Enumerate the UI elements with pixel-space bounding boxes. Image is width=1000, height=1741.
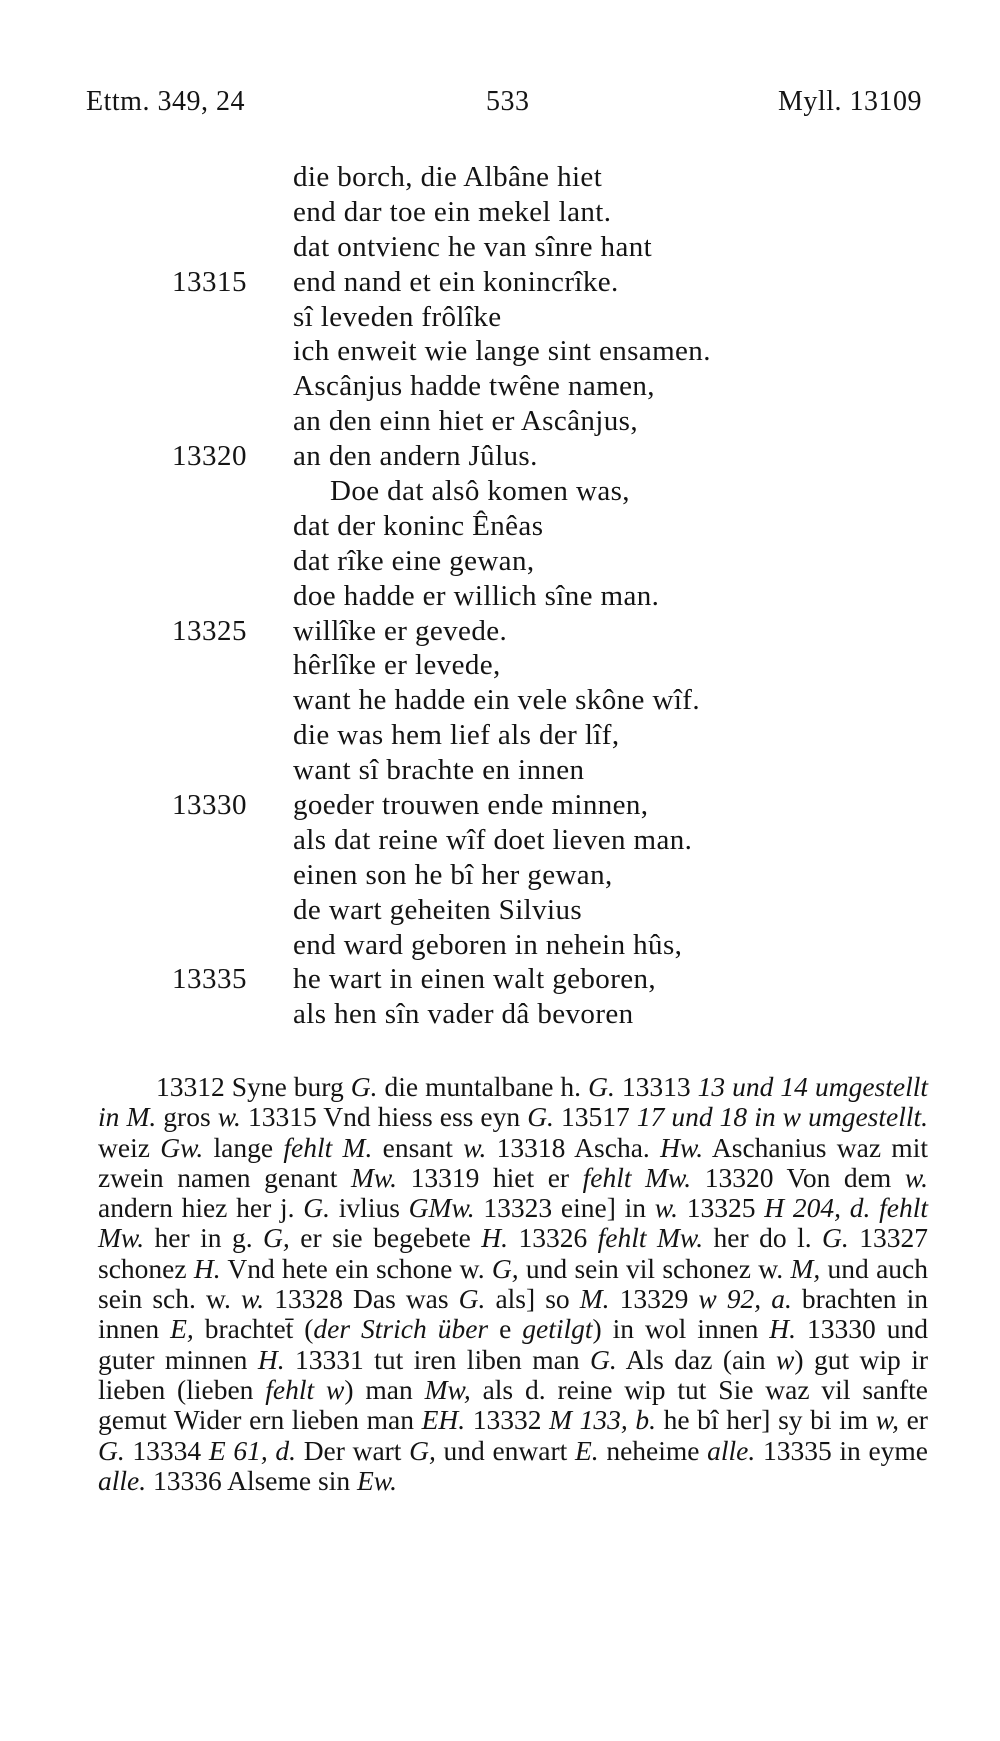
apparatus-siglum: G, [263,1222,290,1254]
verse-text: end nand et ein konincrîke. [293,265,619,298]
verse-text: he wart in einen walt geboren, [293,963,657,996]
verse-text: de wart geheiten Silvius [293,893,583,926]
line-number: 13330 [172,789,247,822]
apparatus-text: her in g. [144,1222,264,1254]
apparatus-text: ) gut wip ir lieben (lieben [98,1343,928,1405]
apparatus-text: 13327 schonez [98,1222,929,1284]
verse-line [0,160,1000,195]
apparatus-text: ensant [372,1131,464,1163]
line-number: 13320 [172,440,247,473]
apparatus-siglum: H. [769,1313,797,1345]
verse-text: Doe dat alsô komen was, [330,475,630,508]
apparatus-siglum: M 133, b. [549,1404,656,1436]
apparatus-siglum: M, [790,1252,821,1284]
verse-text-block [0,160,1000,1032]
verse-line [0,962,1000,997]
apparatus-siglum: G. [822,1222,849,1254]
verse-line [0,683,1000,718]
apparatus-text: andern hiez her j. [98,1192,304,1224]
apparatus-text: als d. reine wip tut Sie waz vil sanfte gemut Wider ern lieben man [98,1373,928,1436]
line-number: 13335 [172,963,247,996]
verse-text: end dar toe ein mekel lant. [293,195,612,228]
header-right-reference: Myll. 13109 [778,86,922,117]
apparatus-siglum: M. [579,1283,610,1315]
apparatus-text: 13335 in eyme [755,1434,928,1466]
apparatus-siglum: Ew. [356,1464,397,1496]
verse-line [0,195,1000,230]
apparatus-text: ) man [344,1373,425,1405]
apparatus-siglum: G. [350,1071,378,1102]
apparatus-siglum: E, [170,1313,194,1345]
running-header [86,86,922,126]
apparatus-text: 13328 Das was [264,1283,459,1315]
apparatus-siglum: E. [574,1434,599,1466]
verse-text: als dat reine wîf doet lieven man. [293,823,693,856]
apparatus-text: 13320 Von dem [691,1161,905,1193]
apparatus-siglum: Mw. [350,1161,398,1193]
verse-line [0,544,1000,579]
apparatus-text: neheime [598,1434,708,1466]
verse-text: die was hem lief als der lîf, [293,719,620,752]
apparatus-siglum: EH. [421,1404,466,1436]
apparatus-siglum: 17 und 18 in w umgestellt. [636,1101,928,1133]
verse-line [0,753,1000,788]
apparatus-siglum: H. [257,1343,285,1375]
apparatus-text: Vnd hete ein schone w. [220,1252,492,1284]
verse-text: sî leveden frôlîke [293,300,502,333]
verse-line [0,230,1000,265]
apparatus-siglum: fehlt w [265,1373,345,1405]
apparatus-paragraph [98,1072,928,1496]
apparatus-siglum: H. [481,1222,508,1254]
apparatus-siglum: alle. [98,1464,147,1496]
verse-line [0,300,1000,335]
apparatus-siglum: G, [491,1252,519,1284]
apparatus-siglum: w. [654,1192,678,1224]
verse-text: die borch, die Albâne hiet [293,161,603,193]
apparatus-siglum: fehlt Mw. [582,1161,692,1193]
verse-text: ich enweit wie lange sint ensamen. [293,335,711,368]
apparatus-siglum: H 204, d. fehlt Mw. [98,1192,928,1254]
apparatus-text: gros [156,1101,218,1133]
apparatus-siglum: w 92, a. [698,1283,792,1315]
apparatus-siglum: G, [409,1434,436,1466]
verse-line [0,265,1000,300]
apparatus-text: ) in wol innen [592,1313,770,1345]
verse-text: willîke er gevede. [293,614,508,647]
verse-text: als hen sîn vader dâ bevoren [293,998,634,1031]
apparatus-text: 13315 Vnd hiess ess eyn [240,1101,528,1133]
apparatus-text: und enwart [435,1434,575,1466]
verse-text: dat ontvienc he van sînre hant [293,230,653,263]
verse-line [0,614,1000,649]
verse-text: hêrlîke er levede, [293,649,501,682]
apparatus-siglum: H. [193,1252,221,1284]
apparatus-text: und sein vil schonez w. [518,1252,791,1284]
apparatus-text: er sie begebete [289,1222,482,1254]
apparatus-siglum: G. [588,1071,615,1102]
apparatus-siglum: fehlt Mw. [597,1222,704,1254]
apparatus-text: 13313 [614,1071,698,1102]
verse-text: dat rîke eine gewan, [293,544,535,577]
verse-text: an den einn hiet er Ascânjus, [293,405,639,438]
apparatus-text: die muntalbane h. [377,1071,589,1102]
apparatus-siglum: 13 und 14 umgestellt in M. [98,1071,928,1133]
apparatus-siglum: w. [463,1131,487,1163]
apparatus-text: e [488,1313,523,1345]
apparatus-siglum: G. [98,1434,125,1466]
verse-line [0,893,1000,928]
apparatus-text: her do l. [703,1222,823,1254]
verse-line [0,788,1000,823]
verse-text: an den andern Jûlus. [293,440,538,473]
apparatus-siglum: E 61, d. [208,1434,297,1466]
apparatus-siglum: alle. [707,1434,756,1466]
verse-line [0,579,1000,614]
apparatus-siglum: Hw. [660,1131,704,1163]
apparatus-text: 13336 Alseme sin [146,1464,357,1496]
verse-line [0,474,1000,509]
apparatus-text: Als daz (ain [616,1343,777,1375]
verse-text: goeder trouwen ende minnen, [293,789,649,822]
apparatus-text: 13334 [124,1434,209,1466]
apparatus-text: he bî her] sy bi im [656,1404,876,1436]
apparatus-text: 13326 [508,1222,598,1254]
apparatus-text: lange [203,1131,284,1163]
apparatus-siglum: w. [217,1101,241,1133]
apparatus-text: 13318 Ascha. [486,1131,661,1163]
apparatus-text: 13332 [465,1404,550,1436]
apparatus-siglum: G. [458,1283,486,1315]
verse-line [0,823,1000,858]
apparatus-siglum: Gw. [160,1131,204,1163]
apparatus-text: Der wart [296,1434,410,1466]
apparatus-text: 13325 [677,1192,765,1224]
apparatus-text: Aschanius waz mit zwein namen genant [98,1131,928,1193]
line-number: 13315 [172,265,247,298]
apparatus-text: 13330 und guter minnen [98,1313,928,1375]
apparatus-siglum: w. [240,1283,265,1315]
verse-line [0,439,1000,474]
apparatus-siglum: getilgt [522,1313,593,1345]
apparatus-siglum: der Strich über [313,1313,489,1345]
apparatus-siglum: fehlt M. [283,1131,373,1163]
apparatus-text: 13312 Syne burg [156,1071,351,1102]
apparatus-text: ivlius [330,1192,409,1224]
apparatus-siglum: w, [875,1404,899,1436]
verse-text: want he hadde ein vele skône wîf. [293,684,700,717]
apparatus-text: 13323 eine] in [474,1192,655,1224]
apparatus-text: brachtet̄ ( [193,1313,314,1345]
verse-text: want sî brachte en innen [293,754,585,787]
verse-line [0,648,1000,683]
apparatus-siglum: w [776,1343,795,1375]
apparatus-text: und auch sein sch. w. [98,1252,928,1315]
verse-line [0,928,1000,963]
apparatus-siglum: G. [590,1343,617,1375]
header-left-reference: Ettm. 349, 24 [86,86,245,117]
apparatus-siglum: G. [527,1101,554,1133]
apparatus-text: 13329 [609,1283,699,1315]
apparatus-siglum: G. [303,1192,331,1224]
verse-line [0,509,1000,544]
apparatus-text: als] so [485,1283,580,1315]
apparatus-text: weiz [98,1131,161,1163]
apparatus-text: 13517 [553,1101,637,1133]
verse-line [0,369,1000,404]
verse-text: einen son he bî her gewan, [293,858,613,891]
verse-line [0,404,1000,439]
apparatus-text: brachten in innen [98,1283,928,1345]
verse-line [0,997,1000,1032]
verse-text: dat der koninc Ênêas [293,509,544,542]
apparatus-siglum: Mw, [424,1373,471,1405]
page-number: 533 [486,86,530,117]
apparatus-siglum: w. [904,1161,929,1193]
verse-text: end ward geboren in nehein hûs, [293,928,683,961]
critical-apparatus [98,1072,928,1496]
verse-line [0,858,1000,893]
apparatus-text: 13331 tut iren liben man [284,1343,590,1375]
verse-line [0,718,1000,753]
apparatus-text: 13319 hiet er [397,1161,583,1193]
verse-line [0,334,1000,369]
apparatus-siglum: GMw. [408,1192,475,1224]
line-number: 13325 [172,614,247,647]
verse-text: doe hadde er willich sîne man. [293,579,660,612]
verse-text: Ascânjus hadde twêne namen, [293,370,655,403]
apparatus-text: er [898,1404,928,1436]
